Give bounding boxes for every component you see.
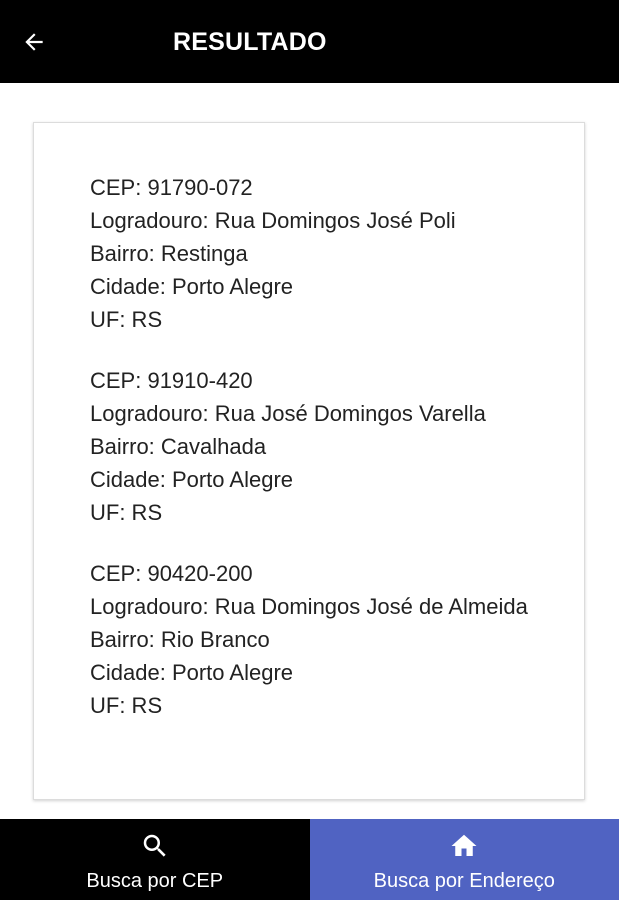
result-item [90, 557, 560, 722]
result-item [90, 364, 560, 529]
bottom-nav [0, 819, 619, 900]
busca-por-endereco-button[interactable] [310, 819, 619, 900]
result-cidade: Cidade: Porto Alegre [90, 660, 294, 685]
result-cidade: Cidade: Porto Alegre [90, 467, 294, 492]
busca-por-cep-label: Busca por CEP [86, 870, 224, 892]
result-card [33, 122, 585, 800]
result-bairro: Bairro: Restinga [90, 241, 248, 266]
result-cep: CEP: 91790-072 [90, 175, 253, 200]
content-area[interactable] [0, 83, 619, 819]
back-button[interactable] [14, 22, 54, 62]
busca-por-cep-button[interactable] [0, 819, 310, 900]
result-cep: CEP: 90420-200 [90, 561, 253, 586]
result-list [90, 171, 560, 750]
result-bairro: Bairro: Cavalhada [90, 434, 267, 459]
result-cidade: Cidade: Porto Alegre [90, 274, 294, 299]
busca-por-endereco-label: Busca por Endereço [373, 870, 555, 892]
result-logradouro: Logradouro: Rua José Domingos Varella [90, 401, 486, 426]
result-uf: UF: RS [90, 500, 163, 525]
app-bar [0, 0, 619, 83]
search-icon [140, 831, 170, 861]
result-logradouro: Logradouro: Rua Domingos José de Almeida [90, 594, 528, 619]
arrow-left-icon [21, 29, 47, 55]
home-icon [449, 831, 479, 861]
result-uf: UF: RS [90, 693, 163, 718]
result-uf: UF: RS [90, 307, 163, 332]
result-bairro: Bairro: Rio Branco [90, 627, 270, 652]
result-item [90, 171, 560, 336]
page-title: RESULTADO [173, 28, 327, 56]
result-cep: CEP: 91910-420 [90, 368, 253, 393]
result-logradouro: Logradouro: Rua Domingos José Poli [90, 208, 456, 233]
